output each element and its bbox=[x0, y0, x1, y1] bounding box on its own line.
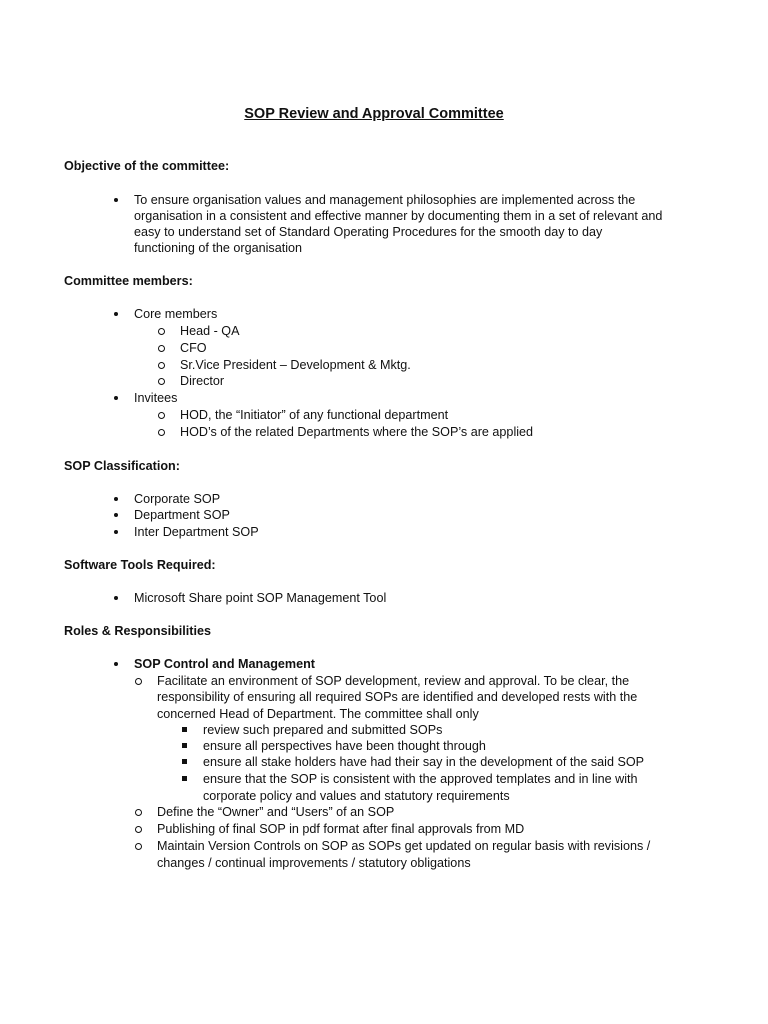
committee-duty-item: review such prepared and submitted SOPs bbox=[203, 723, 443, 737]
circle-marker bbox=[157, 424, 165, 440]
facilitate-text-line: responsibility of ensuring all required SOPs are identified and developed rests with the bbox=[157, 690, 638, 704]
core-member-item: Head - QA bbox=[180, 324, 240, 338]
publishing-item: Publishing of final SOP in pdf format after final approvals from MD bbox=[157, 822, 525, 836]
square-marker bbox=[181, 738, 189, 754]
invitee-item: HOD’s of the related Departments where the SOP’s are applied bbox=[180, 425, 534, 439]
invitee-item: HOD, the “Initiator” of any functional department bbox=[180, 408, 449, 422]
committee-duty-item: ensure all perspectives have been thought through bbox=[203, 739, 486, 753]
committee-duty-item: ensure all stake holders have had their say in the development of the said SOP bbox=[203, 755, 645, 769]
core-members-label: Core members bbox=[134, 307, 218, 321]
objective-text-line: organisation in a consistent and effective manner by documenting them in a set of relevant and bbox=[134, 209, 663, 223]
objective-text-line: functioning of the organisation bbox=[134, 241, 303, 255]
invitees-label: Invitees bbox=[134, 391, 178, 405]
document-title: SOP Review and Approval Committee bbox=[244, 106, 504, 122]
version-control-line: Maintain Version Controls on SOP as SOPs get updated on regular basis with revisions / bbox=[157, 839, 651, 853]
bullet-marker bbox=[112, 192, 120, 208]
bullet-marker bbox=[112, 390, 120, 406]
circle-marker bbox=[157, 340, 165, 356]
core-member-item: Director bbox=[180, 374, 225, 388]
circle-marker bbox=[134, 673, 142, 689]
circle-marker bbox=[157, 357, 165, 373]
members-heading: Committee members: bbox=[64, 274, 193, 288]
square-marker bbox=[181, 771, 189, 787]
version-control-line: changes / continual improvements / statutory obligations bbox=[157, 856, 471, 870]
objective-heading: Objective of the committee: bbox=[64, 159, 230, 173]
control-management-label: SOP Control and Management bbox=[134, 657, 315, 671]
roles-heading: Roles & Responsibilities bbox=[64, 624, 211, 638]
committee-duty-item: ensure that the SOP is consistent with the approved templates and in line with bbox=[203, 772, 638, 786]
committee-duty-continuation: corporate policy and values and statutory requirements bbox=[203, 789, 510, 803]
circle-marker bbox=[157, 323, 165, 339]
classification-item: Department SOP bbox=[134, 508, 230, 522]
bullet-marker bbox=[112, 507, 120, 523]
owner-users-item: Define the “Owner” and “Users” of an SOP bbox=[157, 805, 395, 819]
objective-text-line: easy to understand set of Standard Operating Procedures for the smooth day to day bbox=[134, 225, 603, 239]
classification-heading: SOP Classification: bbox=[64, 459, 180, 473]
circle-marker bbox=[134, 821, 142, 837]
software-item: Microsoft Share point SOP Management Tool bbox=[134, 591, 387, 605]
circle-marker bbox=[157, 407, 165, 423]
bullet-marker bbox=[112, 590, 120, 606]
circle-marker bbox=[157, 373, 165, 389]
square-marker bbox=[181, 754, 189, 770]
core-member-item: CFO bbox=[180, 341, 207, 355]
bullet-marker bbox=[112, 524, 120, 540]
core-member-item: Sr.Vice President – Development & Mktg. bbox=[180, 358, 411, 372]
classification-item: Inter Department SOP bbox=[134, 525, 259, 539]
classification-item: Corporate SOP bbox=[134, 492, 221, 506]
circle-marker bbox=[134, 804, 142, 820]
facilitate-text-line: Facilitate an environment of SOP development, review and approval. To be clear, the bbox=[157, 674, 630, 688]
bullet-marker bbox=[112, 306, 120, 322]
facilitate-text-line: concerned Head of Department. The committee shall only bbox=[157, 707, 479, 721]
bullet-marker bbox=[112, 491, 120, 507]
square-marker bbox=[181, 722, 189, 738]
objective-text-line: To ensure organisation values and management philosophies are implemented across the bbox=[134, 193, 636, 207]
circle-marker bbox=[134, 838, 142, 854]
software-heading: Software Tools Required: bbox=[64, 558, 216, 572]
bullet-marker bbox=[112, 656, 120, 672]
